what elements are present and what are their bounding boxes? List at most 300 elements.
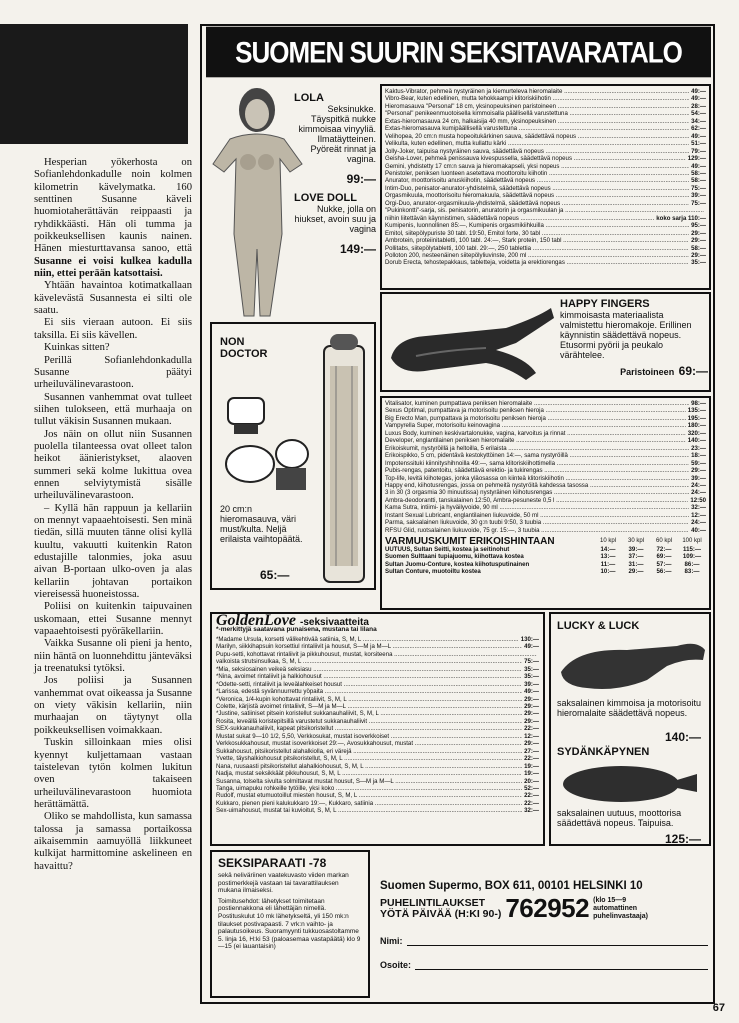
list-item-name: Penistoler, peniksen luonteen asetettava moottoroitu kiihotin ..... — [385, 170, 689, 177]
ad-banner: SUOMEN SUURIN SEKSITAVARATALO — [206, 27, 711, 78]
list-item — [385, 170, 706, 177]
list-item-name: Instant Sexual Lubricant, englantilainen liukuvoide, 50 ml ..... — [385, 512, 689, 519]
list-item — [216, 770, 539, 777]
happy-fingers-desc: kimmoisasta materiaalista valmistettu hieromakoje. Erillinen käynnistin säädettävä nopeus. Etusormi pyörii ja peukalo värähtelee. — [560, 310, 692, 360]
lola-desc: Seksinukke. Täyspitkä nukke kimmoisaa vinyyliä. Ilmatäytteinen. Pyöreät rinnat ja vagina. — [298, 104, 376, 164]
list-item-name: RFSU Glid, ruotsalainen liukuvoide, 75 gr. 15:—, 3 tuubia ..... — [385, 527, 689, 534]
lucky-luck-price: 140:— — [664, 730, 701, 744]
condoms-header — [385, 536, 706, 548]
list-item-price: 49:— — [691, 132, 706, 140]
story-paragraph: Kuinkas sitten? — [44, 342, 110, 354]
condom-name: UUTUUS, Sultan Seitti, kostea ja seitinohut — [385, 545, 510, 553]
lucky-luck-name: LUCKY & LUCK — [557, 620, 640, 632]
story-paragraph: Ei siis vieraan autoon. Ei siis taksilla. Ei siis kävellen. — [34, 317, 192, 341]
story-paragraph: – Kyllä hän rappuun ja kellariin on mennyt vapaaehtoisesti. Sen minä tiedän, sillä muuten tänne olisi kyllä kuultu, vakuutti kuitenkin Raton edustajille talonmies, joka asuu aivan B-portaan ulko-oven ja alas kellariin johtavan portaikon viereisessä huoneistossa. — [34, 502, 192, 601]
list-item-price: 95:— — [691, 222, 706, 230]
list-item-name: *Justine, satiiniset pitsein koristellut sukkanauhaliivit, S, M, L ..... — [216, 710, 522, 717]
list-item — [385, 230, 706, 237]
list-item — [216, 755, 539, 762]
list-item-price: 140:— — [687, 437, 706, 445]
condom-price: 83:— — [684, 567, 700, 575]
list-item — [385, 400, 706, 407]
golden-love-logo: GoldenLove — [216, 612, 296, 629]
list-item-name: Intim-Duo, penisator-anurator-yhdistelmä, säädettävä nopeus ..... — [385, 185, 689, 192]
condom-row — [385, 553, 706, 560]
list-item — [216, 651, 539, 658]
list-item — [385, 148, 706, 155]
list-item-name: Nadja, mustat seksikkäät pikkuhousut, S, M, L ..... — [216, 770, 522, 777]
list-item — [385, 163, 706, 170]
list-item-name: Mustat sukat 9—10 1/2, 5,50, Verkkosukat, mustat isoverkkoiset ..... — [216, 733, 522, 740]
list-item-price: 12:50 — [690, 496, 706, 504]
lucky-luck-desc: saksalainen kimmoisa ja motorisoitu hieromalaite säädettävä nopeus. — [557, 698, 702, 718]
list-item-price: 20:— — [524, 777, 539, 785]
order-phone-row — [380, 893, 708, 924]
list-item-name: Luxus Body, kuminen keskivartalonukke, vagina, karvoitus ja rinnat ..... — [385, 430, 686, 437]
list-item — [385, 140, 706, 147]
list-item-price: 35:— — [524, 665, 539, 673]
list-item — [216, 673, 539, 680]
list-item-name: Sex-uimahousut, mustat tai kuvioitut, S, M, L ..... — [216, 807, 522, 814]
list-item-price: 39:— — [691, 192, 706, 200]
list-item-name: Orgi-Duo, anurator-orgasmikuula-yhdistelmä, säädettävä nopeus ..... — [385, 200, 689, 207]
list-item-name: Emitol, siitepölypuriste 30 tabl. 19:50, Emitol forte, 30 tabl ..... — [385, 230, 689, 237]
love-doll-desc: Nukke, jolla on hiukset, avoin suu ja vagina — [294, 204, 376, 234]
list-item-name: *Veronica, 1/4-kupin kohottavat rintaliivit, S, M, L ..... — [216, 696, 522, 703]
condom-price: 37:— — [628, 553, 644, 561]
order-phone-note: (klo 15—9 automattinen puhelinvastaaja) — [593, 896, 648, 920]
order-name-row — [380, 936, 708, 946]
lola-price: 99:— — [346, 172, 376, 186]
list-item-price: 18:— — [691, 452, 706, 460]
list-item-price: 19:— — [524, 770, 539, 778]
list-item-name: Anurator, moottorisoitu anuskiihotin, säädettävä nopeus ..... — [385, 177, 689, 184]
list-item-name: Extas-hieromasauva kumipäällisellä varustettuna ..... — [385, 125, 689, 132]
list-item-name: Yvette, täyshalkiohousut pitsikoristellut, S, M, L ..... — [216, 755, 522, 762]
story-paragraph: Jos poliisi ja Susannen vanhemmat ovat oikeassa ja Susanne on viety väkisin kellariin, niin murhaajan on täytynyt olla poikkeuksellisen voimakkaan. — [34, 675, 192, 736]
list-item — [385, 103, 706, 110]
list-item — [385, 430, 706, 437]
order-name-label: Nimi: — [380, 936, 403, 946]
list-item-price: 75:— — [691, 199, 706, 207]
story-paragraph: Vaikka Susanne oli pieni ja hento, niin häntä on luonnehdittu jänteväksi ja treenatuksi tytöksi. — [34, 638, 192, 675]
golden-love-header — [216, 612, 539, 629]
list-item-name: Velihopea, 20 cm:n musta hopeoitukärkinen sauva, säädettävä nopeus ..... — [385, 133, 689, 140]
list-item-name: Sukkahousut, pitsikoristellut alahalkiolla, eri värejä ..... — [216, 748, 522, 755]
list-item — [216, 718, 539, 725]
list-item — [216, 763, 539, 770]
list-item — [385, 422, 706, 429]
list-item-name: Developer, englantilainen peniksen hieromalaite ..... — [385, 437, 686, 444]
list-item — [216, 658, 539, 665]
list-item-name: Erikoispikko, 5 cm, pidentävä kestokyttöinen 14:—, sama nystyröillä ..... — [385, 452, 689, 459]
list-item-name: Ambrotein, proteiinitabletti, 100 tabl. 24:—, Stark protein, 150 tabl ..... — [385, 237, 689, 244]
list-item — [385, 177, 706, 184]
story-paragraph: Susannen vanhemmat ovat tulleet siihen tulokseen, että murhaaja on tullut väkisin Susannen mukaan. — [34, 391, 192, 428]
lola-block — [294, 92, 376, 256]
list-item-price: 12:— — [691, 511, 706, 519]
list-item — [385, 88, 706, 95]
list-item-name: Kukkaro, pienen pieni kalukukkaro 19:—, Kukkaro, satiinia ..... — [216, 800, 522, 807]
condom-price: 13:— — [600, 553, 616, 561]
story-paragraph: Perillä Sofianlehdonkadulla Susanne päätyi urheiluvälinevarastoon. — [34, 354, 192, 391]
list-item-price: koko sarja 110:— — [656, 214, 706, 222]
list-item-price: 49:— — [691, 88, 706, 95]
list-item-name: Vitalisator, kuminen pumpattava peniksen hieromalaite ..... — [385, 400, 689, 407]
list-item — [385, 222, 706, 229]
happy-fingers-text — [560, 298, 708, 380]
lucky-luck-box — [549, 612, 711, 846]
list-item-name: Kumipenis, luonnollinen 85:—, Kumipenis orgasmikiihkuilla ..... — [385, 222, 689, 229]
list-item-name: Colette, kärjistä avoimet rintaliivit, S—M ja M—L ..... — [216, 703, 522, 710]
list-item — [216, 785, 539, 792]
non-doctor-desc: 20 cm:n hieromasauva, väri must/kulta. Neljä erilaista vaihtopäätä. — [220, 504, 303, 544]
list-item — [385, 437, 706, 444]
list-item-name: Jolly-Joker, taipuisa nystyräinen sauva, säädettävä nopeus ..... — [385, 148, 689, 155]
list-item — [385, 452, 706, 459]
list-item-price: 35:— — [691, 259, 706, 267]
list-item — [385, 237, 706, 244]
sydan-image — [559, 762, 699, 806]
list-item — [385, 207, 706, 214]
list-item-name: Rosita, leveällä koristepitsillä varustetut sukkanauhaliivit ..... — [216, 718, 522, 725]
list-item-name: Kama Sutra, intiimi- ja hyväilyvoide, 90 ml ..... — [385, 504, 689, 511]
list-item-name: niihin liitettävän käynnistimen, säädettävä nopeus ..... — [385, 215, 654, 222]
list-item — [216, 748, 539, 755]
list-item-price: 39:— — [691, 474, 706, 482]
list-item — [385, 125, 706, 132]
order-phone-label-1: PUHELINTILAUKSET — [380, 896, 485, 909]
list-item-name: SEX-sukkanauhaliivit, kapeat pitsikoristellut ..... — [216, 725, 522, 732]
list-item — [216, 733, 539, 740]
list-item-name: Polloton 200, nesteenäinen siitepölyliuvinste, 200 ml ..... — [385, 252, 689, 259]
list-item-price: 29:— — [524, 740, 539, 748]
list-item-price: 39:— — [524, 680, 539, 688]
happy-fingers-price-row — [560, 362, 708, 380]
list-item-price: 180:— — [687, 422, 706, 430]
list-item-name: Extas-hieromasauva 24 cm, halkaisija 40 mm, yksinopeuksinen ..... — [385, 118, 689, 125]
list-item-price: 62:— — [691, 125, 706, 133]
list-item-price: 29:— — [524, 702, 539, 710]
list-item — [216, 800, 539, 807]
list-item-name: Velikulta, kuten edellinen, mutta kullattu kärki ..... — [385, 140, 689, 147]
happy-fingers-price-label: Paristoineen — [620, 367, 675, 377]
condom-qty-header: 100 kpl — [682, 538, 702, 545]
catalog-box — [210, 850, 370, 998]
list-item-price: 58:— — [691, 169, 706, 177]
list-item — [385, 519, 706, 526]
condom-price: 86:— — [684, 560, 700, 568]
condom-name: Sultan Juomu-Conture, kostea kiihotusputinainen — [385, 560, 530, 568]
list-item — [385, 527, 706, 534]
list-item-price — [704, 207, 706, 214]
list-item-price: 75:— — [691, 184, 706, 192]
list-item-name: *Madame Ursula, korsetti välikehtivää satiinia, S, M, L ..... — [216, 636, 519, 643]
list-item-price: 75:— — [524, 658, 539, 666]
list-item-name: Verkkosukkahousut, mustat isoverkkoiset 29:—, Avosukkahousut, mustat ..... — [216, 740, 522, 747]
list-item-name: Susanna, tolselta sivulta solmittavat mustat housut, S—M ja M—L ..... — [216, 778, 522, 785]
condom-price: 57:— — [656, 560, 672, 568]
list-item-name: Rudolf, mustat etumuotoillut miesten housut, S, M, L ..... — [216, 792, 522, 799]
condom-price: 31:— — [628, 560, 644, 568]
list-item-price: 23:— — [691, 444, 706, 452]
product-list-1 — [380, 84, 711, 290]
list-item-price: 29:— — [524, 710, 539, 718]
condom-qty-header: 10 kpl — [599, 538, 616, 545]
list-item — [216, 688, 539, 695]
list-item-name: Gemini, yhdistetty 17 cm:n sauva ja hieromakapseli, yksi nopeus ..... — [385, 163, 689, 170]
list-item-price: 24:— — [691, 481, 706, 489]
list-item — [385, 504, 706, 511]
story-paragraph: Oliko se mahdollista, kun samassa talossa ja samassa portaikossa aikaisemmin aamuyöllä liikkuneet kulkijat harmittomine askelineen en havaittu? — [34, 811, 192, 872]
attachments-image — [220, 394, 310, 504]
order-name-field[interactable] — [407, 936, 709, 946]
condom-qty-header: 60 kpl — [655, 538, 672, 545]
list-item — [385, 110, 706, 117]
list-item — [385, 259, 706, 266]
list-item-price: 12:— — [524, 732, 539, 740]
story-paragraph: Jos näin on ollut niin Susannen puolella tilanteessa ovat olleet talon heikot äänieristykset, alaoven summeri sekä kolme lukittua ovea ennen selviytymistä sisälle urheiluvälinevarastoon. — [34, 428, 192, 502]
list-item-price: 29:— — [691, 229, 706, 237]
list-item — [385, 445, 706, 452]
list-item-price: 51:— — [691, 140, 706, 148]
list-item-name: Vampyrella Super, motorisoitu keinovagina ..... — [385, 422, 686, 429]
list-item-price: 29:— — [691, 251, 706, 259]
story-column — [34, 157, 192, 873]
order-phone-label-2: YÖTÄ PÄIVÄÄ (H:KI 90-) — [380, 907, 502, 920]
sydan-price: 125:— — [664, 832, 701, 846]
story-paragraph: Tuskin silloinkaan mies olisi kyennyt kuljettamaan vastaan taistelevan tytön kolmen lukitun oven takaiseen urheiluvälinevarastoon huomiota herättämättä. — [34, 737, 192, 810]
list-item-price: 19:— — [524, 762, 539, 770]
list-item — [216, 778, 539, 785]
list-item-name: Top-life, levitä kiihotegas, jonka yläosassa on kiinteä klitoriskiihotin ..... — [385, 475, 689, 482]
condom-price: 10:— — [600, 567, 616, 575]
list-item-price: 49:— — [691, 162, 706, 170]
condom-price: 115:— — [683, 545, 701, 553]
condom-price: 39:— — [628, 545, 644, 553]
list-item-price: 22:— — [524, 799, 539, 807]
list-item — [385, 489, 706, 496]
list-item-price: 79:— — [691, 147, 706, 155]
list-item-name: Parma, saksalainen liukuvoide, 30 g:n tuubi 9:50, 3 tuubia ..... — [385, 519, 689, 526]
list-item-price: 320:— — [687, 429, 706, 437]
golden-love-subtitle: *-merkittyjä saatavana punaisena, mustana tai lilana — [216, 626, 377, 634]
list-item-name: Pubis-rengas, patentoitu, säädettävä erektio- ja tukirengas ..... — [385, 467, 689, 474]
list-item-price: 29:— — [524, 717, 539, 725]
list-item-name: Hieromasauva "Personal" 18 cm, yksinopeuksinen paristoineen ..... — [385, 103, 689, 110]
love-doll-name: LOVE DOLL — [294, 192, 357, 204]
list-item-name: Pollitabs, siitepölytabletti, 100 tabl. 29:—, 250 tablettia ..... — [385, 245, 689, 252]
list-item — [385, 252, 706, 259]
list-item-price: 32:— — [691, 504, 706, 512]
catalog-terms: Toimitusehdot: lähetykset toimitetaan postiennakkona eli lähettäjän nimellä. Postituskulut 10 mk lähetykseltä, yli 150 mk:n tilaukset postivapaasti. 7 vrk:n vaihto- ja palautusoikeus. Suoramyynti tukkuosastoltamme 5. linja 16, H:ki 53 (paloasemaa vastapäätä) klo 9—15 (ei lauantaisin) — [218, 897, 361, 951]
list-item-price: 130:— — [520, 635, 539, 643]
condoms-title: VARMUUSKUMIT ERIKOISHINTAAN — [385, 536, 555, 548]
order-block — [380, 880, 708, 970]
list-item-price: 22:— — [524, 755, 539, 763]
list-item-name: Geisha-Lover, pehmeä penissauva kivespussella, säädettävä nopeus ..... — [385, 155, 686, 162]
list-item-name: Tanga, uimapuku rohkeille tytöille, yksi koko ..... — [216, 785, 522, 792]
list-item-name: Sexus Optimal, pumpattava ja motorisoitu peniksen hieroja ..... — [385, 407, 686, 414]
order-address-label: Osoite: — [380, 960, 412, 970]
condom-price: 69:— — [656, 553, 672, 561]
sydan-name: SYDÄNKÄPYNEN — [557, 746, 650, 758]
list-item-name: 3 in 30 (3 orgasmia 30 minuutissa) nystyräinen kiihotusrengas ..... — [385, 489, 689, 496]
list-item-name: *Larissa, edestä syvännuurrettu yöpaita ..... — [216, 688, 522, 695]
list-item — [385, 185, 706, 192]
condom-price: 14:— — [600, 545, 616, 553]
list-item — [216, 807, 539, 814]
list-item-name: Vibro-Bear, kuten edellinen, mutta tehokkaampi klitoriskiihotin ..... — [385, 95, 689, 102]
list-item — [385, 475, 706, 482]
list-item-price: 27:— — [524, 747, 539, 755]
list-item — [216, 636, 539, 643]
list-item-price: 34:— — [691, 117, 706, 125]
list-item-name: Big Erecto Man, pumpattava ja motorisoitu peniksen hieroja ..... — [385, 415, 686, 422]
order-phone-labels — [380, 898, 501, 920]
list-item-price: 40:— — [691, 526, 706, 534]
list-item-price: 29:— — [691, 467, 706, 475]
list-item — [385, 467, 706, 474]
list-item-price: 28:— — [691, 102, 706, 110]
list-item — [385, 497, 706, 504]
story-paragraph: Poliisi on kuitenkin taipuvainen uskomaan, ettei Susanne mennyt vapaaehtoisesti pyöräkellariin. — [34, 601, 192, 638]
list-item-name: Kaktus-Vibrator, pehmeä nystyräinen ja kiemurteleva hieromalaite ..... — [385, 88, 689, 95]
list-item-price: 35:— — [524, 673, 539, 681]
list-item — [216, 703, 539, 710]
order-address-row — [380, 960, 708, 970]
golden-love-box — [210, 612, 545, 846]
list-item — [385, 407, 706, 414]
list-item — [385, 512, 706, 519]
sydan-desc: saksalainen uutuus, moottorisa säädettävä nopeus. Taipuisa. — [557, 808, 682, 828]
condom-price: 56:— — [656, 567, 672, 575]
lucky-luck-image — [557, 636, 707, 696]
list-item-name: Impotenssituki kiinnityshihnoilla 49:—, sama klitoriskiihottimella ..... — [385, 460, 689, 467]
list-item-price: 22:— — [524, 725, 539, 733]
list-item-name: Dorub Erecta, tehostepakkaus, tabletteja, voidetta ja erektiorengas ..... — [385, 259, 689, 266]
list-item-price: 32:— — [524, 807, 539, 815]
list-item-price: 29:— — [691, 237, 706, 245]
vibrator-tube-image — [316, 326, 372, 588]
list-item-price: 49:— — [691, 95, 706, 103]
story-paragraph: Hesperian yökerhosta on Sofianlehdonkadulle noin kolmen kilometrin kävelymatka. 160 senttinen Susanne käveli huomiotaherättävän reippaasti ja ryhdikkäästi. Hän oli tumma ja poikkeuksellisen kaunis nainen. Hänen miesturttavansa sanoo, että Susanne ei voisi kulkea kadulla niin, ettei perään katsottaisi. — [34, 157, 192, 280]
catalog-title: SEKSIPARAATI -78 — [218, 856, 327, 870]
list-item — [385, 192, 706, 199]
list-item-name: Marilyn, siikkihapsuin korsettiul rintaliivit ja housut, S—M ja M—L ..... — [216, 643, 522, 650]
love-doll-price: 149:— — [339, 242, 376, 256]
happy-fingers-price: 69:— — [678, 364, 708, 378]
condom-price: 109:— — [682, 553, 702, 561]
list-item — [385, 460, 706, 467]
list-item-name: Happy end, kiihotusrengas, jossa on pehmeitä nystyröitä kahdessa tasossa ..... — [385, 482, 689, 489]
list-item-price: 58:— — [691, 244, 706, 252]
list-item — [385, 245, 706, 252]
non-doctor-name: NON DOCTOR — [220, 336, 268, 360]
lola-name: LOLA — [294, 92, 324, 104]
list-item-price: 29:— — [524, 695, 539, 703]
list-item — [216, 696, 539, 703]
list-item — [385, 118, 706, 125]
list-item — [385, 200, 706, 207]
golden-love-title: -seksivaatteita — [299, 617, 369, 628]
condom-row — [385, 561, 706, 568]
condom-name: Sultan Conture, muotoiltu kostea — [385, 567, 481, 575]
list-item-price: 22:— — [524, 792, 539, 800]
doll-figure — [210, 84, 305, 320]
list-item-name: "Personal" penikeenmuotoisella kimmoisalla päällisellä varustettuna ..... — [385, 110, 689, 117]
list-item — [385, 215, 706, 222]
story-paragraph: Yhtään havaintoa kotimatkallaan kävelevästä Susannesta ei silti ole saatu. — [34, 280, 192, 317]
list-item — [385, 415, 706, 422]
list-item-name: Erikoiskumit, nystyröillä ja heltoilla, 5 erilaista ..... — [385, 445, 689, 452]
condom-price: 72:— — [656, 545, 672, 553]
black-block — [0, 24, 188, 144]
condom-price: 29:— — [628, 567, 644, 575]
list-item-price: 129:— — [687, 155, 706, 163]
order-address-field[interactable] — [415, 960, 708, 970]
list-item-name: Orgasmikuula, moottorisoitu hieromakuula, säädettävä nopeus ..... — [385, 192, 689, 199]
list-item-name: *Mia, seksiosainen veikeä seksiasu ..... — [216, 666, 522, 673]
list-item-price: 52:— — [524, 784, 539, 792]
list-item — [216, 666, 539, 673]
list-item-name: Nana, ruusaasti pitsikoristellut alahalkiohousut, S, M, L ..... — [216, 763, 522, 770]
list-item — [216, 710, 539, 717]
condom-qty-header: 30 kpl — [627, 538, 644, 545]
list-item — [216, 792, 539, 799]
list-item-name: valkoista strutsinsulkaa, S, M, L ..... — [216, 658, 522, 665]
list-item — [385, 133, 706, 140]
non-doctor-price: 65:— — [260, 568, 290, 582]
list-item-price: 98:— — [691, 400, 706, 407]
list-item — [216, 681, 539, 688]
list-item-name: *Odette-setti, rintaliivit ja leveälahkeiset housut ..... — [216, 681, 522, 688]
product-list-2 — [380, 396, 711, 610]
list-item-price: 24:— — [691, 519, 706, 527]
story-bold-phrase: Susanne ei voisi kulkea kadulla niin, ettei perään katsottaisi. — [34, 255, 192, 280]
list-item — [385, 482, 706, 489]
page-number: 67 — [712, 1002, 725, 1014]
list-item-price: 195:— — [687, 414, 706, 422]
list-item-price: 59:— — [691, 459, 706, 467]
condom-row — [385, 546, 706, 553]
list-item — [216, 725, 539, 732]
happy-fingers-image — [386, 298, 556, 388]
list-item — [216, 740, 539, 747]
list-item-name: Ambra-deodorantti, tanskalainen 12:50, Ambra-pesuneste 0,5 l ..... — [385, 497, 688, 504]
order-phone-number: 762952 — [505, 893, 590, 923]
list-item-price — [537, 651, 539, 658]
list-item-price: 54:— — [691, 110, 706, 118]
list-item-name: "Pukinkontti"-sarja, sis. penisatorin, anuratorin ja orgasmikuulan ja ..... — [385, 207, 704, 214]
condom-name: Suomen Sulttaani tupiajuomu, kiihottava kostea — [385, 553, 524, 561]
list-item — [385, 155, 706, 162]
list-item — [385, 95, 706, 102]
catalog-desc: sekä neliväriinen vaatekuvasto viiden markan postimerkkejä vastaan tai tavarattilauksen mukana ilmaiseksi. — [218, 872, 349, 895]
list-item-price: 58:— — [691, 177, 706, 185]
happy-fingers-box — [380, 292, 711, 392]
condom-price: 11:— — [600, 560, 616, 568]
list-item — [216, 643, 539, 650]
list-item-name: *Nina, avoimet rintaliivit ja halkiohousut ..... — [216, 673, 522, 680]
list-item-price: 49:— — [524, 688, 539, 696]
list-item-price: 135:— — [687, 407, 706, 415]
happy-fingers-name: HAPPY FINGERS — [560, 298, 650, 310]
condom-row — [385, 568, 706, 575]
list-item-price: 24:— — [691, 489, 706, 497]
order-address: Suomen Supermo, BOX 611, 00101 HELSINKI 10 — [380, 880, 643, 892]
list-item-price: 49:— — [524, 643, 539, 651]
